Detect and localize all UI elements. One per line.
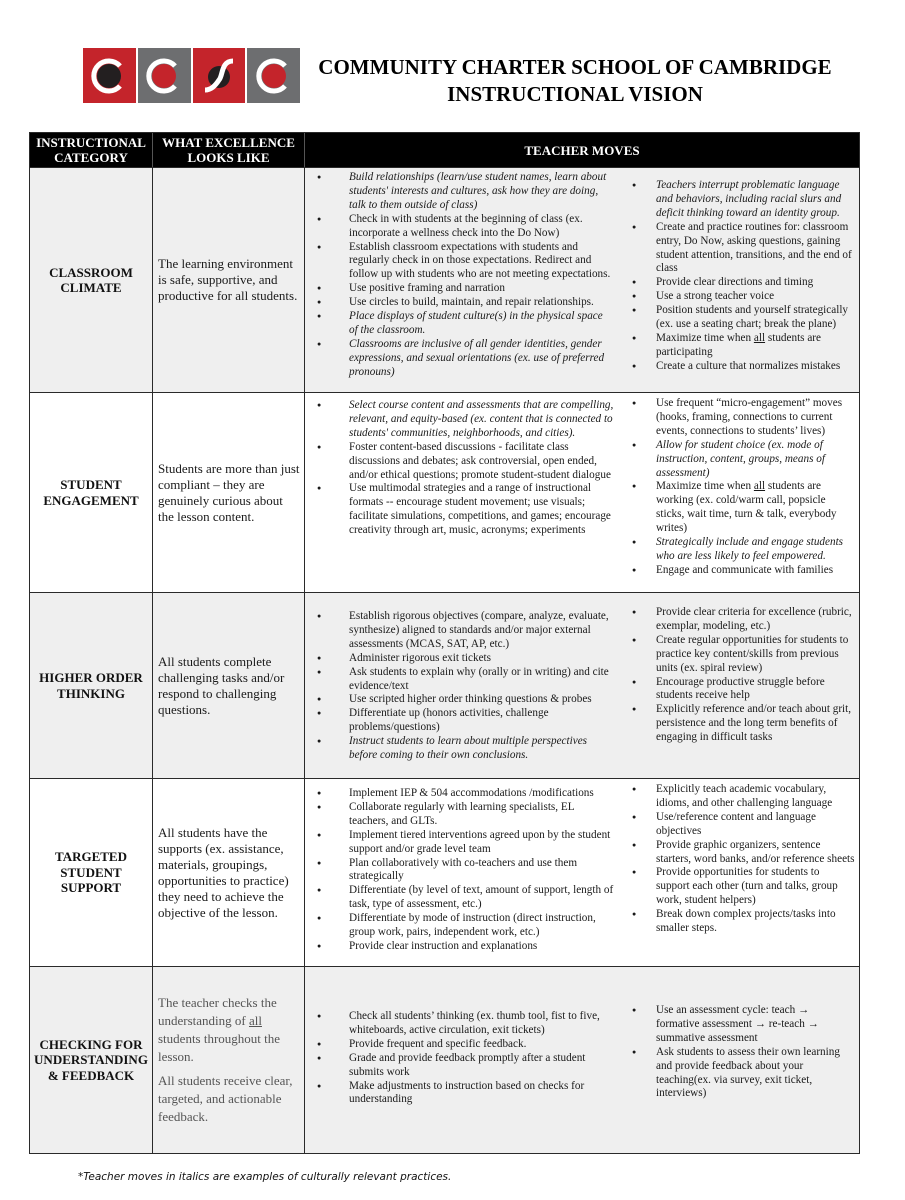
teacher-moves-list-right bbox=[620, 168, 859, 392]
excellence-cell bbox=[152, 168, 304, 392]
logo-tile-c1 bbox=[83, 48, 136, 103]
teacher-move-item: ● Instruct students to learn about multiple perspectives before coming to their own conclusions. bbox=[349, 735, 614, 763]
excellence-cell bbox=[152, 779, 304, 966]
underlined-emphasis: all bbox=[753, 331, 766, 344]
teacher-move-item: ● Explicitly teach academic vocabulary, idioms, and other challenging language bbox=[656, 783, 855, 811]
teacher-move-item: ● Provide opportunities for students to support each other (turn and talks, group work, student helpers) bbox=[656, 866, 855, 908]
teacher-moves-list-left bbox=[305, 393, 620, 592]
teacher-move-item: ● Use/reference content and language objectives bbox=[656, 811, 855, 839]
teacher-move-item: ● Use a strong teacher voice bbox=[656, 290, 855, 304]
teacher-move-item: ● Ask students to assess their own learning and provide feedback about your teaching(ex. via survey, exit ticket, interviews) bbox=[656, 1046, 855, 1102]
teacher-moves-cell bbox=[304, 168, 859, 392]
teacher-move-item: ● Grade and provide feedback promptly after a student submits work bbox=[349, 1052, 614, 1080]
table-row-higher-order-thinking bbox=[30, 592, 859, 778]
italics-footnote: *Teacher moves in italics are examples of culturally relevant practices. bbox=[78, 1171, 452, 1183]
teacher-move-item: ● Implement IEP & 504 accommodations /modifications bbox=[349, 787, 614, 801]
teacher-move-item: ● Maximize time when all students are working (ex. cold/warm call, popsicle sticks, wait time, turn & talk, everybody writes) bbox=[656, 480, 855, 536]
teacher-move-item: ● Provide clear criteria for excellence (rubric, exemplar, modeling, etc.) bbox=[656, 606, 855, 634]
title-line-2: INSTRUCTIONAL VISION bbox=[447, 82, 703, 106]
teacher-moves-cell bbox=[304, 779, 859, 966]
teacher-moves-cell bbox=[304, 593, 859, 778]
teacher-move-item: ● Make adjustments to instruction based on checks for understanding bbox=[349, 1080, 614, 1108]
teacher-move-item: ● Foster content-based discussions - facilitate class discussions and debates; ask controversial, open ended, and/or ethical questions; promote student-student dialogue bbox=[349, 441, 614, 483]
excellence-text: Students are more than just compliant – they are genuinely curious about the lesson content. bbox=[158, 460, 300, 524]
teacher-move-item: ● Use positive framing and narration bbox=[349, 282, 614, 296]
underlined-emphasis: all bbox=[753, 480, 766, 493]
excellence-text: All students complete challenging tasks and/or respond to challenging questions. bbox=[158, 653, 285, 717]
teacher-move-item: ● Use multimodal strategies and a range of instructional formats -- encourage student movement; use visuals; facilitate simulations, competitions, and games; encourage creativity through art, music, acronyms; experiments bbox=[349, 482, 614, 538]
teacher-move-item: ● Provide graphic organizers, sentence starters, word banks, and/or reference sheets bbox=[656, 839, 855, 867]
teacher-move-item: ● Classrooms are inclusive of all gender identities, gender expressions, and sexual orientations (ex. use of preferred pronouns) bbox=[349, 338, 614, 380]
column-header-excellence: WHAT EXCELLENCE LOOKS LIKE bbox=[152, 133, 304, 167]
teacher-moves-cell bbox=[304, 967, 859, 1153]
teacher-move-item: ● Create and practice routines for: classroom entry, Do Now, asking questions, gaining student attention, transitions, and the end of class bbox=[656, 221, 855, 277]
teacher-move-item: ● Encourage productive struggle before students receive help bbox=[656, 676, 855, 704]
teacher-move-item: ● Use scripted higher order thinking questions & probes bbox=[349, 693, 614, 707]
teacher-move-item: ● Ask students to explain why (orally or in writing) and cite evidence/text bbox=[349, 666, 614, 694]
excellence-cell bbox=[152, 593, 304, 778]
teacher-move-item: ● Differentiate by mode of instruction (direct instruction, group work, pairs, independent work, etc.) bbox=[349, 912, 614, 940]
logo-s-icon bbox=[197, 54, 241, 98]
teacher-move-item: ● Place displays of student culture(s) in the physical space of the classroom. bbox=[349, 310, 614, 338]
teacher-move-item: ● Explicitly reference and/or teach about grit, persistence and the long term benefits of engaging in difficult tasks bbox=[656, 703, 855, 745]
table-row-targeted-student-support bbox=[30, 778, 859, 966]
teacher-moves-list-left bbox=[305, 593, 620, 778]
teacher-move-item: ● Implement tiered interventions agreed upon by the student support and/or grade level team bbox=[349, 829, 614, 857]
teacher-move-item: ● Maximize time when all students are participating bbox=[656, 332, 855, 360]
table-row-student-engagement bbox=[30, 392, 859, 592]
teacher-move-item: ● Use circles to build, maintain, and repair relationships. bbox=[349, 296, 614, 310]
teacher-move-item: ● Position students and yourself strategically (ex. use a seating chart; break the plane) bbox=[656, 304, 855, 332]
teacher-moves-list-right bbox=[620, 779, 859, 966]
teacher-moves-list-left bbox=[305, 779, 620, 966]
teacher-move-item: ● Provide clear instruction and explanations bbox=[349, 940, 614, 954]
teacher-moves-list-right bbox=[620, 593, 859, 778]
teacher-moves-cell bbox=[304, 393, 859, 592]
logo-tile-s bbox=[193, 48, 246, 103]
column-header-teacher-moves: TEACHER MOVES bbox=[304, 133, 859, 167]
teacher-move-item: ● Allow for student choice (ex. mode of instruction, content, groups, means of assessment) bbox=[656, 439, 855, 481]
logo-c-red-icon bbox=[252, 54, 296, 98]
table-row-checking-for-understanding bbox=[30, 966, 859, 1153]
logo-c-red-icon bbox=[142, 54, 186, 98]
teacher-move-item: ● Strategically include and engage students who are less likely to feel empowered. bbox=[656, 536, 855, 564]
teacher-move-item: ● Select course content and assessments that are compelling, relevant, and equity-based (ex. content that is connected to students' communities, neighborhoods, and cities). bbox=[349, 399, 614, 441]
teacher-move-item: ● Engage and communicate with families bbox=[656, 564, 855, 578]
logo-c-black-icon bbox=[87, 54, 131, 98]
title-line-1: COMMUNITY CHARTER SCHOOL OF CAMBRIDGE bbox=[318, 55, 832, 79]
category-cell: TARGETED STUDENT SUPPORT bbox=[55, 849, 127, 896]
excellence-cell bbox=[152, 393, 304, 592]
teacher-move-item: ● Provide clear directions and timing bbox=[656, 276, 855, 290]
underlined-emphasis: all bbox=[248, 1013, 262, 1028]
teacher-move-item: ● Create regular opportunities for students to practice key content/skills from previous units (ex. spiral review) bbox=[656, 634, 855, 676]
category-cell: CHECKING FOR UNDERSTANDING & FEEDBACK bbox=[34, 1036, 148, 1083]
teacher-move-item: ● Use an assessment cycle: teach → formative assessment → re-teach → summative assessment bbox=[656, 1004, 855, 1046]
teacher-move-item: ● Administer rigorous exit tickets bbox=[349, 652, 614, 666]
teacher-moves-list-right bbox=[620, 967, 859, 1153]
teacher-move-item: ● Use frequent “micro-engagement” moves (hooks, framing, connections to current events, connections to students’ lives) bbox=[656, 397, 855, 439]
column-header-category: INSTRUCTIONAL CATEGORY bbox=[36, 135, 146, 165]
excellence-text: The teacher checks the understanding of all students throughout the lesson. bbox=[158, 995, 281, 1064]
category-cell: STUDENT ENGAGEMENT bbox=[43, 477, 139, 508]
teacher-move-item: ● Provide frequent and specific feedback. bbox=[349, 1038, 614, 1052]
category-cell: HIGHER ORDER THINKING bbox=[39, 670, 143, 701]
teacher-move-item: ● Build relationships (learn/use student names, learn about students' interests and cultures, ask how they are doing, talk to them outside of class) bbox=[349, 171, 614, 213]
teacher-move-item: ● Plan collaboratively with co-teachers and use them strategically bbox=[349, 857, 614, 885]
teacher-move-item: ● Establish rigorous objectives (compare, analyze, evaluate, synthesize) aligned to standards and/or major external assessments (MCAS, SAT, AP, etc.) bbox=[349, 610, 614, 652]
teacher-moves-list-left bbox=[305, 168, 620, 392]
teacher-move-item: ● Check all students’ thinking (ex. thumb tool, fist to five, whiteboards, active circulation, exit tickets) bbox=[349, 1010, 614, 1038]
teacher-move-item: ● Differentiate (by level of text, amount of support, length of task, type of assessment, etc.) bbox=[349, 884, 614, 912]
excellence-cell bbox=[152, 967, 304, 1153]
table-row-classroom-climate bbox=[30, 167, 859, 392]
teacher-move-item: ● Teachers interrupt problematic language and behaviors, including racial slurs and deficit thinking toward an identity group. bbox=[656, 179, 855, 221]
teacher-move-item: ● Collaborate regularly with learning specialists, EL teachers, and GLTs. bbox=[349, 801, 614, 829]
teacher-move-item: ● Establish classroom expectations with students and regularly check in on those expectations. Redirect and follow up with students who are not meeting expectations. bbox=[349, 241, 614, 283]
teacher-moves-list-right bbox=[620, 393, 859, 592]
table-header bbox=[30, 133, 859, 167]
excellence-text: All students receive clear, targeted, and actionable feedback. bbox=[158, 1073, 293, 1124]
school-logo bbox=[83, 48, 300, 103]
category-cell: CLASSROOM CLIMATE bbox=[49, 264, 133, 295]
teacher-moves-list-left bbox=[305, 967, 620, 1153]
document-title bbox=[310, 54, 840, 108]
teacher-move-item: ● Differentiate up (honors activities, challenge problems/questions) bbox=[349, 707, 614, 735]
instructional-vision-table bbox=[29, 132, 860, 1154]
teacher-move-item: ● Check in with students at the beginning of class (ex. incorporate a wellness check into the Do Now) bbox=[349, 213, 614, 241]
logo-tile-c3 bbox=[247, 48, 300, 103]
excellence-text: The learning environment is safe, supportive, and productive for all students. bbox=[158, 256, 298, 303]
teacher-move-item: ● Create a culture that normalizes mistakes bbox=[656, 360, 855, 374]
logo-tile-c2 bbox=[138, 48, 191, 103]
excellence-text: All students have the supports (ex. assistance, materials, groupings, opportunities to practice) they need to achieve the objective of the lesson. bbox=[158, 824, 289, 920]
teacher-move-item: ● Break down complex projects/tasks into smaller steps. bbox=[656, 908, 855, 936]
